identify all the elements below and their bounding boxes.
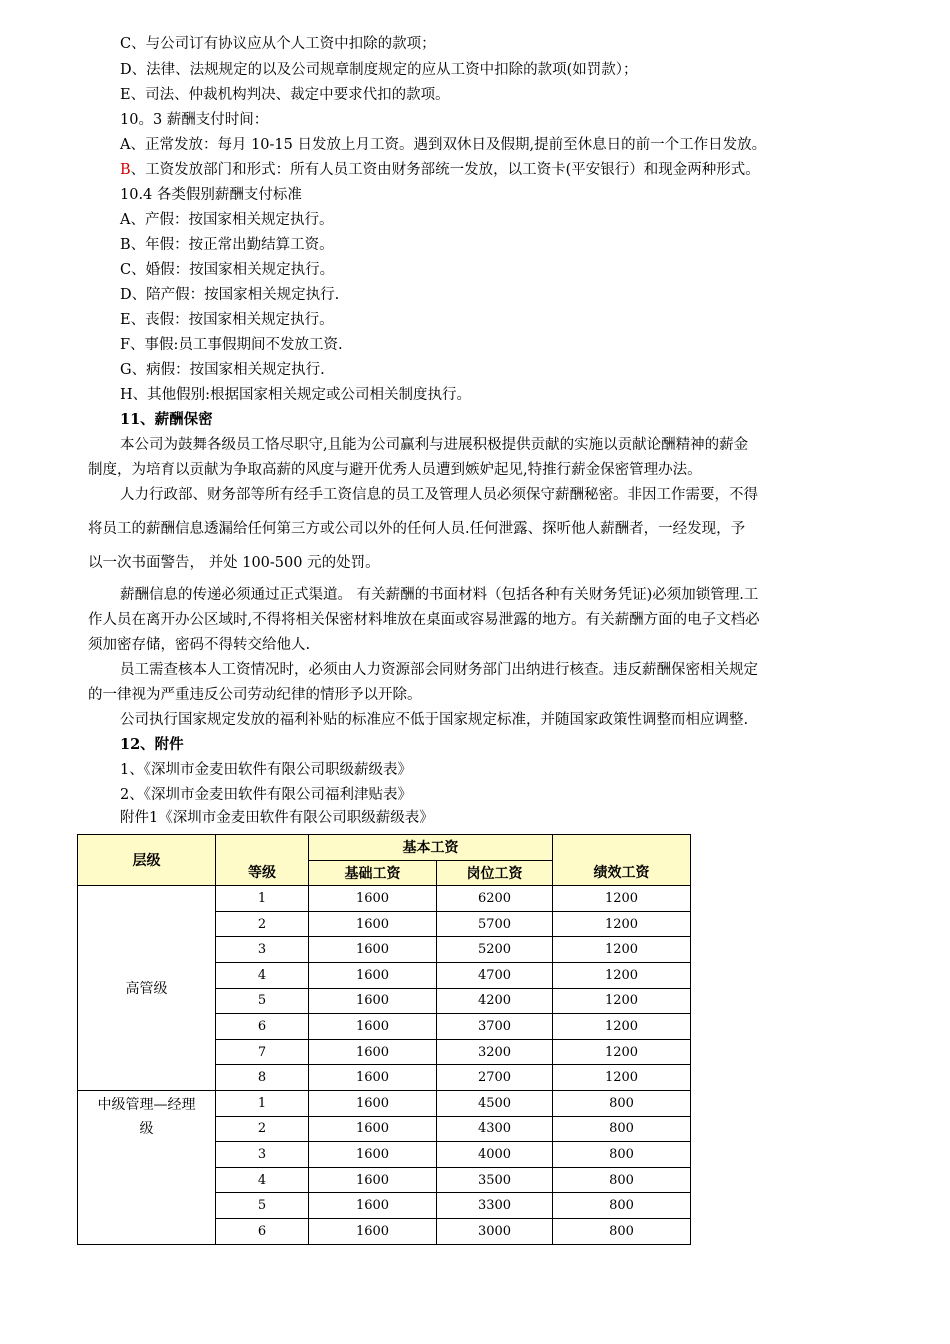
post-cell: 5200 [437, 937, 553, 963]
base-cell: 1600 [309, 1116, 437, 1142]
post-cell: 6200 [437, 886, 553, 912]
text-line: A、产假：按国家相关规定执行。 [120, 212, 334, 228]
base-cell: 1600 [309, 1065, 437, 1091]
paragraph-line: 薪酬信息的传递必须通过正式渠道。 有关薪酬的书面材料（包括各种有关财务凭证)必须加锁管理.工 [120, 587, 759, 603]
paragraph-line: 须加密存储，密码不得转交给他人. [88, 637, 311, 653]
base-cell: 1600 [309, 1039, 437, 1065]
perf-cell: 800 [553, 1116, 691, 1142]
table-row [78, 886, 691, 912]
section-heading-11: 11、薪酬保密 [120, 411, 213, 428]
perf-cell: 1200 [553, 886, 691, 912]
red-letter: B [120, 162, 131, 178]
post-cell: 4200 [437, 988, 553, 1014]
base-cell: 1600 [309, 1167, 437, 1193]
text-line: F、事假:员工事假期间不发放工资. [120, 337, 343, 353]
level-label-line: 级 [139, 1120, 154, 1137]
salary-grade-table [77, 834, 691, 1245]
grade-cell: 6 [216, 1218, 309, 1244]
section-heading-10-4: 10.4 各类假别薪酬支付标准 [120, 187, 302, 203]
text-line-rest: 、工资发放部门和形式：所有人员工资由财务部统一发放，以工资卡(平安银行）和现金两种形式。 [130, 162, 760, 178]
level-senior-management: 高管级 [78, 886, 216, 1091]
paragraph-line: 公司执行国家规定发放的福利补贴的标准应不低于国家规定标准，并随国家政策性调整而相应调整. [120, 712, 749, 728]
header-performance-salary: 绩效工资 [553, 835, 691, 886]
paragraph-line: 作人员在离开办公区域时,不得将相关保密材料堆放在桌面或容易泄露的地方。有关薪酬方面的电子文档必 [88, 612, 760, 628]
grade-cell: 2 [216, 911, 309, 937]
post-cell: 5700 [437, 911, 553, 937]
text-line: G、病假：按国家相关规定执行. [120, 362, 325, 378]
table-row [78, 1090, 691, 1116]
perf-cell: 1200 [553, 1039, 691, 1065]
grade-cell: 6 [216, 1014, 309, 1040]
post-cell: 4000 [437, 1142, 553, 1168]
perf-cell: 1200 [553, 1014, 691, 1040]
grade-cell: 5 [216, 1193, 309, 1219]
base-cell: 1600 [309, 937, 437, 963]
perf-cell: 1200 [553, 937, 691, 963]
grade-cell: 5 [216, 988, 309, 1014]
level-middle-management [78, 1090, 216, 1244]
text-line: H、其他假别:根据国家相关规定或公司相关制度执行。 [120, 387, 472, 403]
base-cell: 1600 [309, 1218, 437, 1244]
post-cell: 3500 [437, 1167, 553, 1193]
grade-cell: 3 [216, 1142, 309, 1168]
perf-cell: 1200 [553, 962, 691, 988]
post-cell: 4700 [437, 962, 553, 988]
header-level: 层级 [78, 835, 216, 886]
text-line: E、司法、仲裁机构判决、裁定中要求代扣的款项。 [120, 87, 450, 103]
grade-cell: 1 [216, 886, 309, 912]
text-line [120, 160, 760, 180]
perf-cell: 1200 [553, 911, 691, 937]
text-line: A、正常发放：每月 10-15 日发放上月工资。遇到双休日及假期,提前至休息日的前一个工作日发放。 [120, 137, 767, 153]
section-heading-12: 12、附件 [120, 736, 184, 753]
grade-cell: 1 [216, 1090, 309, 1116]
grade-cell: 4 [216, 962, 309, 988]
grade-cell: 4 [216, 1167, 309, 1193]
paragraph-line: 将员工的薪酬信息透漏给任何第三方或公司以外的任何人员.任何泄露、探听他人薪酬者，一经发现，予 [88, 521, 746, 537]
grade-cell: 3 [216, 937, 309, 963]
perf-cell: 800 [553, 1167, 691, 1193]
level-label-line: 中级管理—经理 [97, 1096, 196, 1113]
section-heading-10-3: 10。3 薪酬支付时间： [120, 112, 269, 128]
post-cell: 4300 [437, 1116, 553, 1142]
perf-cell: 1200 [553, 1065, 691, 1091]
base-cell: 1600 [309, 886, 437, 912]
paragraph-line: 本公司为鼓舞各级员工恪尽职守,且能为公司赢利与进展积极提供贡献的实施以贡献论酬精神的薪金 [120, 437, 749, 453]
header-grade: 等级 [216, 835, 309, 886]
text-line: C、与公司订有协议应从个人工资中扣除的款项； [120, 36, 436, 52]
base-cell: 1600 [309, 1090, 437, 1116]
text-line: B、年假：按正常出勤结算工资。 [120, 237, 334, 253]
table-caption: 附件1《深圳市金麦田软件有限公司职级薪级表》 [120, 810, 434, 826]
text-line: D、法律、法规规定的以及公司规章制度规定的应从工资中扣除的款项(如罚款）； [120, 62, 638, 78]
text-line: E、丧假：按国家相关规定执行。 [120, 312, 334, 328]
header-basic-salary: 基本工资 [309, 835, 553, 861]
text-line: D、陪产假：按国家相关规定执行. [120, 287, 340, 303]
perf-cell: 800 [553, 1193, 691, 1219]
perf-cell: 800 [553, 1090, 691, 1116]
base-cell: 1600 [309, 911, 437, 937]
base-cell: 1600 [309, 988, 437, 1014]
base-cell: 1600 [309, 1142, 437, 1168]
paragraph-line: 的一律视为严重违反公司劳动纪律的情形予以开除。 [88, 687, 422, 703]
post-cell: 3300 [437, 1193, 553, 1219]
paragraph-line: 人力行政部、财务部等所有经手工资信息的员工及管理人员必须保守薪酬秘密。非因工作需要，不得 [120, 487, 758, 503]
base-cell: 1600 [309, 1193, 437, 1219]
base-cell: 1600 [309, 1014, 437, 1040]
attachment-item: 1、《深圳市金麦田软件有限公司职级薪级表》 [120, 762, 412, 778]
post-cell: 4500 [437, 1090, 553, 1116]
paragraph-line: 制度，为培育以贡献为争取高薪的风度与避开优秀人员遭到嫉妒起见,特推行薪金保密管理办法。 [88, 462, 702, 478]
post-cell: 3000 [437, 1218, 553, 1244]
paragraph-line: 员工需查核本人工资情况时，必须由人力资源部会同财务部门出纳进行核查。违反薪酬保密相关规定 [120, 662, 758, 678]
paragraph-line: 以一次书面警告， 并处 100-500 元的处罚。 [88, 555, 380, 571]
header-base-salary: 基础工资 [309, 860, 437, 886]
grade-cell: 8 [216, 1065, 309, 1091]
grade-cell: 7 [216, 1039, 309, 1065]
perf-cell: 1200 [553, 988, 691, 1014]
header-post-salary: 岗位工资 [437, 860, 553, 886]
post-cell: 2700 [437, 1065, 553, 1091]
perf-cell: 800 [553, 1142, 691, 1168]
text-line: C、婚假：按国家相关规定执行。 [120, 262, 335, 278]
perf-cell: 800 [553, 1218, 691, 1244]
post-cell: 3200 [437, 1039, 553, 1065]
post-cell: 3700 [437, 1014, 553, 1040]
grade-cell: 2 [216, 1116, 309, 1142]
attachment-item: 2、《深圳市金麦田软件有限公司福利津贴表》 [120, 787, 412, 803]
base-cell: 1600 [309, 962, 437, 988]
